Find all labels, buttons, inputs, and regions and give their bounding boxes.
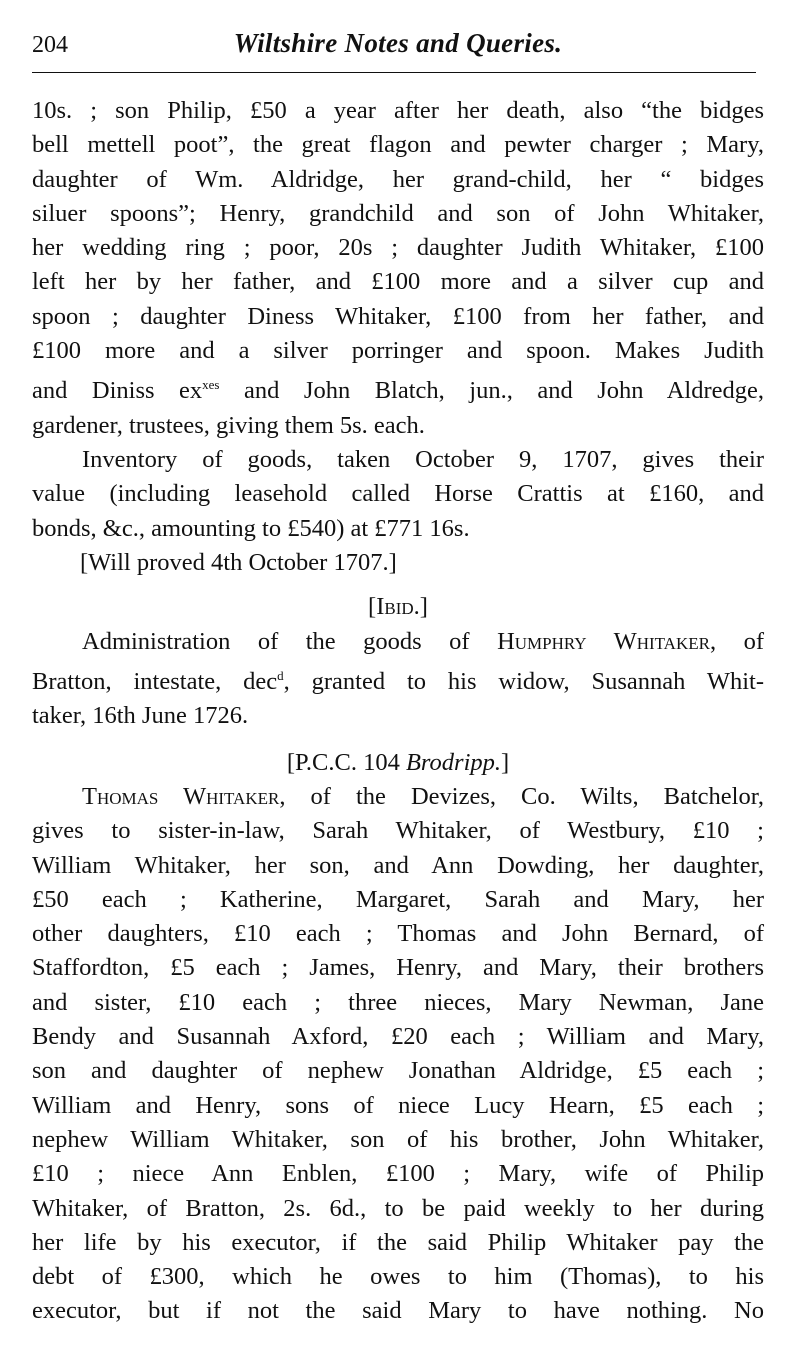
text-line: gives to sister-in-law, Sarah Whitaker, of Westbury, £10 ;	[32, 817, 764, 845]
superscript: xes	[202, 377, 220, 393]
text-fragment: Bratton, intestate, dec	[32, 668, 278, 696]
section-heading-ibid	[32, 590, 764, 624]
will-continuation-paragraph	[32, 94, 764, 443]
text-line: other daughters, £10 each ; Thomas and John Bernard, of	[32, 920, 764, 948]
text-line: debt of £300, which he owes to him (Thomas), to his	[32, 1263, 764, 1291]
administration-paragraph	[32, 625, 764, 734]
text-line: 10s. ; son Philip, £50 a year after her death, also “the bidges	[32, 97, 764, 124]
text-line: £10 ; niece Ann Enblen, £100 ; Mary, wife of Philip	[32, 1160, 764, 1188]
text-line: executor, but if not the said Mary to have nothing. No	[32, 1297, 764, 1325]
text-line	[32, 659, 764, 699]
heading-italic: Brodripp.	[405, 748, 502, 776]
text-line: daughter of Wm. Aldridge, her grand-child, her “ bidges	[32, 165, 764, 193]
text-fragment: and Diniss ex	[32, 377, 203, 405]
text-fragment: , of the Devizes, Co. Wilts, Batchelor,	[279, 782, 764, 810]
text-line: spoon ; daughter Diness Whitaker, £100 from her father, and	[32, 302, 764, 330]
text-line: William Whitaker, her son, and Ann Dowding, her daughter,	[32, 851, 764, 879]
text-line: and sister, £10 each ; three nieces, Mary Newman, Jane	[32, 988, 764, 1016]
text-line	[32, 368, 764, 408]
page-body	[32, 94, 764, 1329]
text-fragment: and John Blatch, jun., and John Aldredge,	[219, 377, 764, 405]
text-line: siluer spoons”; Henry, grandchild and son of John Whitaker,	[32, 199, 764, 227]
text-line: £100 more and a silver porringer and spoon. Makes Judith	[32, 337, 764, 365]
bracket: [	[368, 593, 377, 621]
text-line: bell mettell poot”, the great flagon and pewter charger ; Mary,	[32, 131, 764, 159]
text-fragment: Administration of the goods of	[82, 627, 498, 655]
text-line: Staffordton, £5 each ; James, Henry, and Mary, their brothers	[32, 954, 764, 982]
text-line	[32, 625, 764, 659]
text-line: nephew William Whitaker, son of his brother, John Whitaker,	[32, 1125, 764, 1153]
text-line: bonds, &c., amounting to £540) at £771 16s.	[32, 514, 470, 542]
section-heading-pcc	[32, 746, 764, 780]
text-line: Inventory of goods, taken October 9, 1707, gives their	[82, 446, 764, 474]
text-line: left her by her father, and £100 more and a silver cup and	[32, 268, 764, 296]
text-line: her life by his executor, if the said Philip Whitaker pay the	[32, 1228, 764, 1256]
running-title: Wiltshire Notes and Queries.	[233, 28, 563, 58]
text-line: son and daughter of nephew Jonathan Aldridge, £5 each ;	[32, 1057, 764, 1085]
inventory-paragraph	[32, 443, 764, 546]
text-line: value (including leasehold called Horse Crattis at £160, and	[32, 480, 764, 508]
person-name: Thomas Whitaker	[82, 782, 280, 810]
text-line	[32, 780, 764, 814]
text-line: gardener, trustees, giving them 5s. each.	[32, 411, 425, 439]
text-line: Bendy and Susannah Axford, £20 each ; William and Mary,	[32, 1023, 764, 1051]
text-line: Whitaker, of Bratton, 2s. 6d., to be paid weekly to her during	[32, 1194, 764, 1222]
text-fragment: [P.C.C. 104	[286, 748, 406, 776]
text-line: £50 each ; Katherine, Margaret, Sarah and Mary, her	[32, 885, 764, 913]
header-rule	[32, 72, 756, 73]
page-number: 204	[32, 32, 68, 58]
text-line: taker, 16th June 1726.	[32, 702, 249, 730]
text-line	[32, 590, 764, 624]
page-header	[32, 22, 764, 66]
text-line: [Will proved 4th October 1707.]	[80, 549, 397, 577]
text-line: William and Henry, sons of niece Lucy Hearn, £5 each ;	[32, 1091, 764, 1119]
person-name: Humphry Whitaker	[497, 627, 710, 655]
bracket: ]	[501, 748, 510, 776]
superscript: d	[277, 667, 284, 683]
thomas-whitaker-will-paragraph	[32, 780, 764, 1329]
will-proved-note	[32, 546, 764, 580]
text-line	[32, 746, 764, 780]
text-fragment: , granted to his widow, Susannah Whit-	[283, 668, 765, 696]
heading-text: Ibid.	[376, 593, 420, 621]
text-line: her wedding ring ; poor, 20s ; daughter Judith Whitaker, £100	[32, 234, 764, 262]
bracket: ]	[419, 593, 428, 621]
text-fragment: , of	[709, 627, 764, 655]
